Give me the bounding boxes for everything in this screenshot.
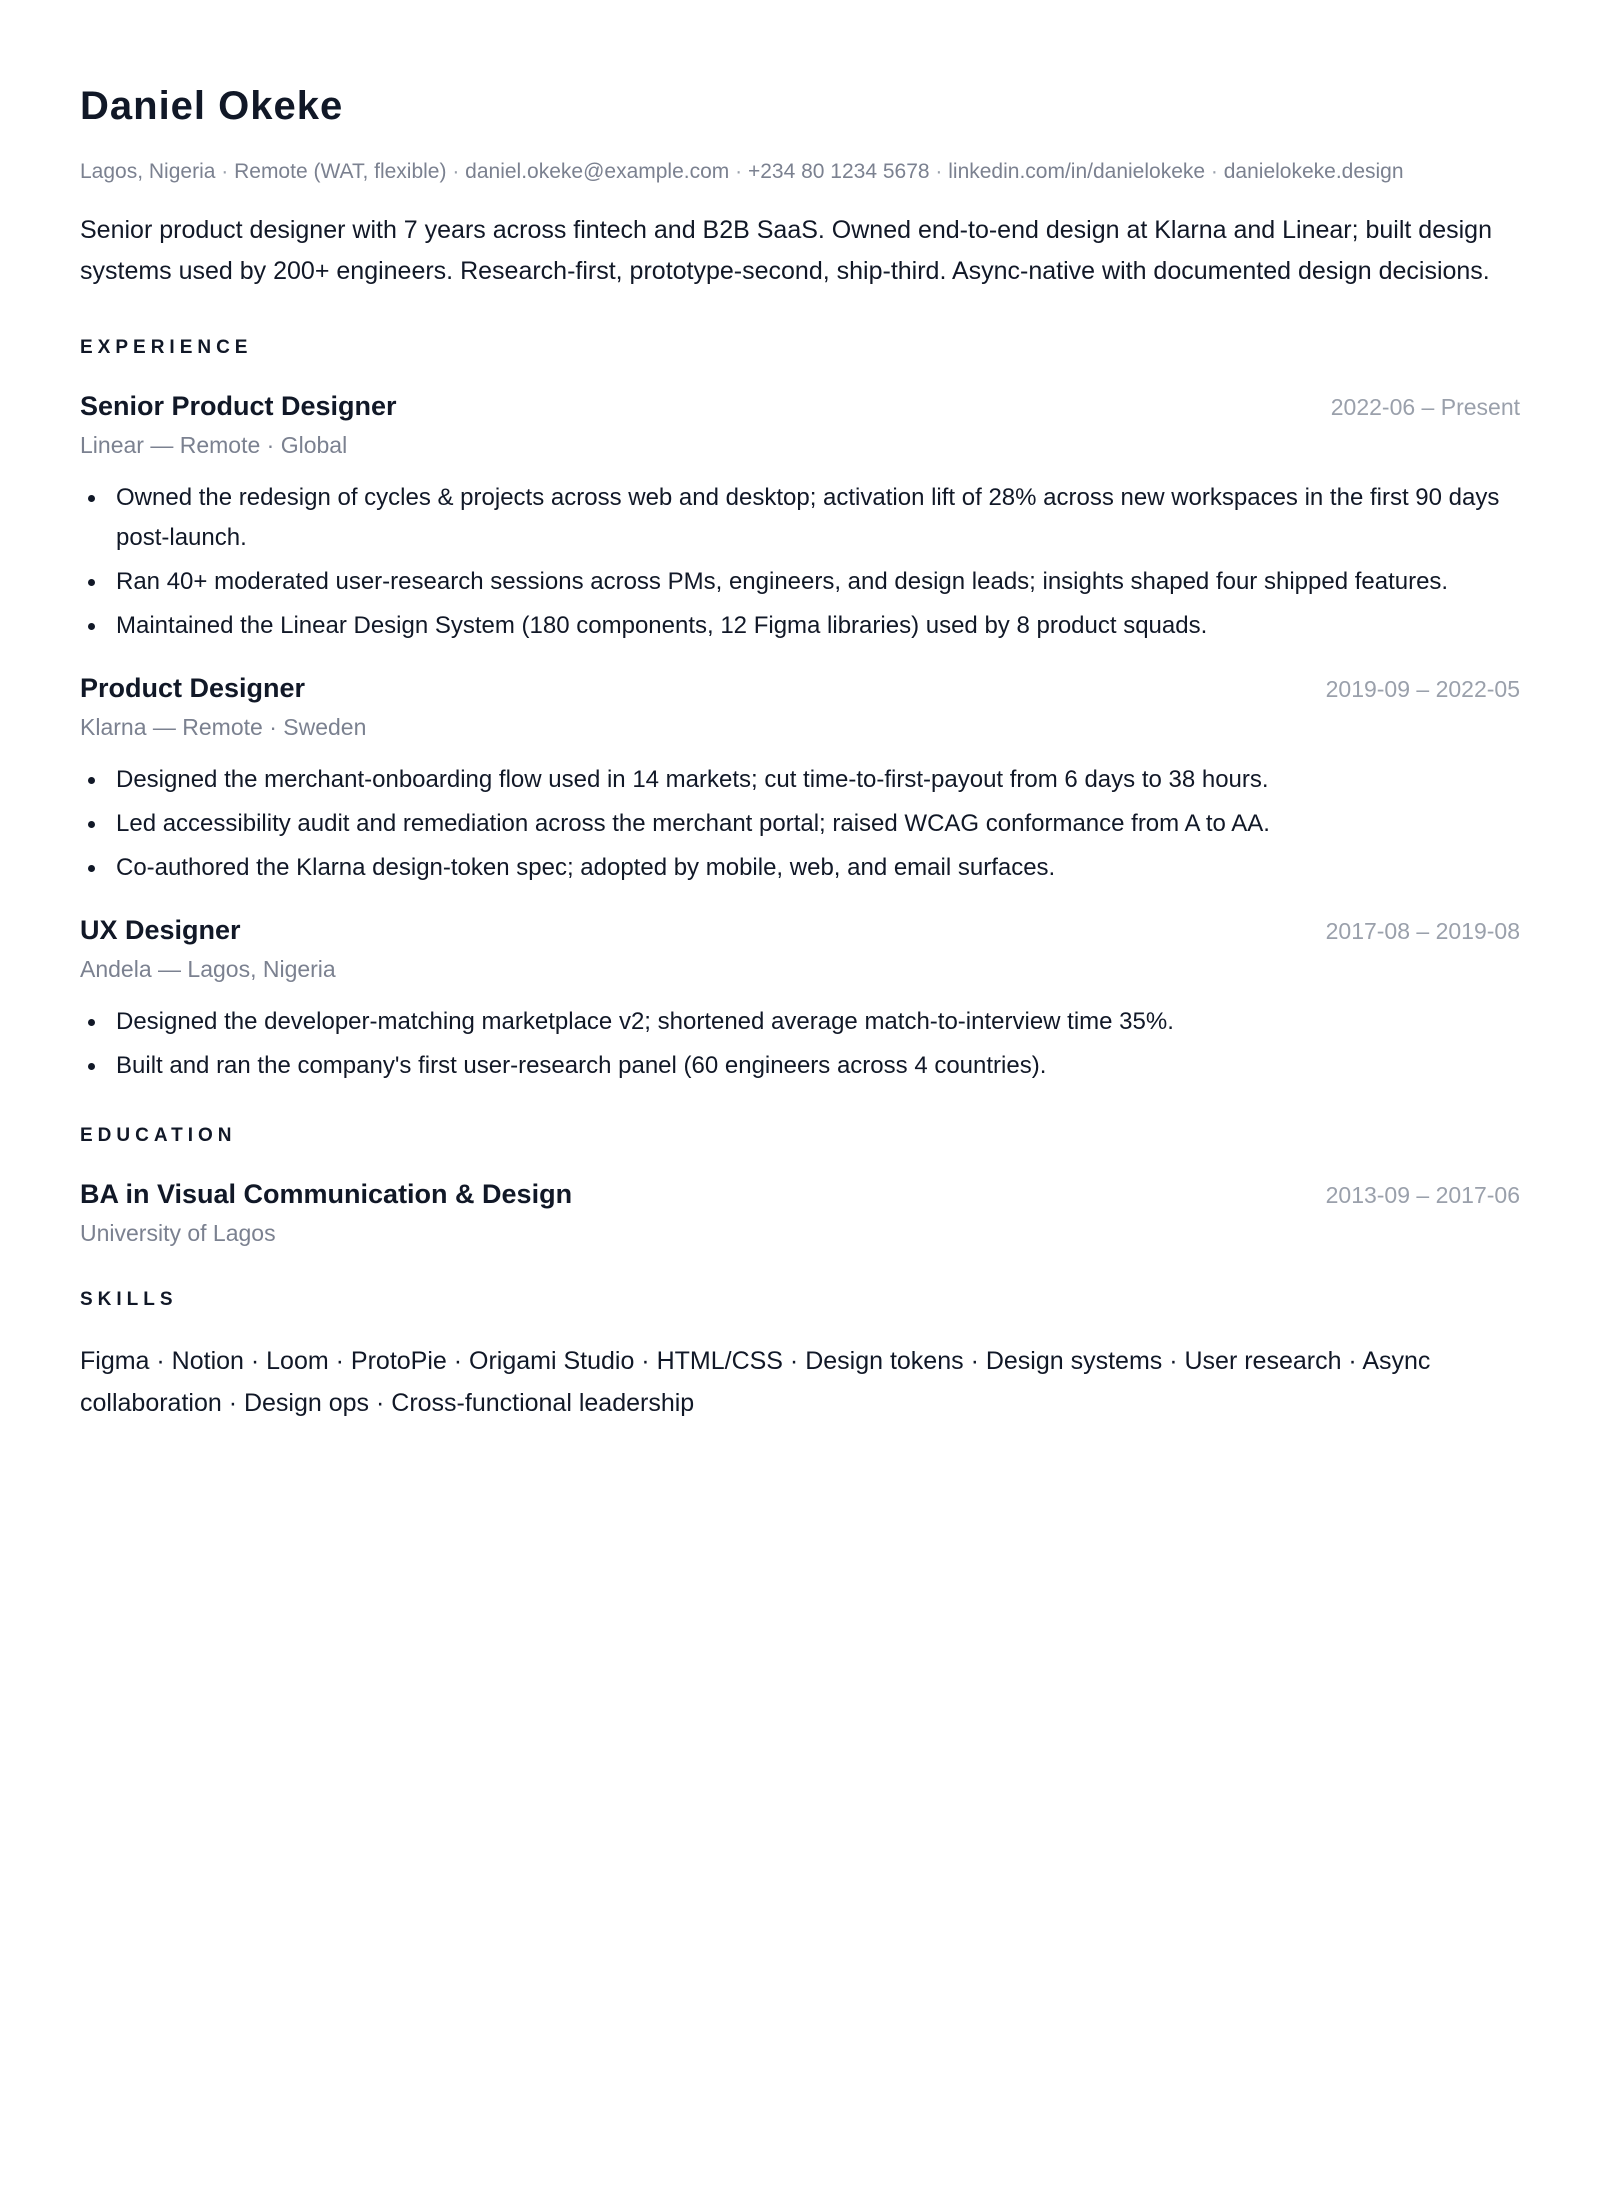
- contact-website-link[interactable]: danielokeke.design: [1223, 160, 1404, 183]
- skills-list: Figma · Notion · Loom · ProtoPie · Origami Studio · HTML/CSS · Design tokens · Design systems · User research · Async collaboration · Design ops · Cross-functional leadership: [80, 1347, 1431, 1417]
- entry-header: [80, 912, 1520, 948]
- job-company: Linear — Remote · Global: [80, 432, 348, 458]
- bullet-item: Owned the redesign of cycles & projects across web and desktop; activation lift of 28% across new workspaces in the first 90 days post-launch.: [80, 478, 1520, 558]
- entry-header: [80, 670, 1520, 706]
- bullet-item: Designed the merchant-onboarding flow used in 14 markets; cut time-to-first-payout from 6 days to 38 hours.: [80, 760, 1520, 800]
- experience-entry: [80, 670, 1520, 888]
- summary-paragraph: Senior product designer with 7 years across fintech and B2B SaaS. Owned end-to-end design at Klarna and Linear; built design systems used by 200+ engineers. Research-first, prototype-second, ship-third. Async-native with documented design decisions.: [80, 216, 1492, 285]
- job-bullets: [80, 760, 1520, 888]
- education-dates: 2013-09 – 2017-06: [1325, 1182, 1520, 1208]
- bullet-item: Maintained the Linear Design System (180 components, 12 Figma libraries) used by 8 product squads.: [80, 606, 1520, 646]
- job-bullets: [80, 478, 1520, 646]
- job-title: Product Designer: [80, 673, 306, 703]
- candidate-name: Daniel Okeke: [80, 84, 344, 128]
- bullet-item: Led accessibility audit and remediation across the merchant portal; raised WCAG conformance from A to AA.: [80, 804, 1520, 844]
- entry-header: [80, 388, 1520, 424]
- job-company: Andela — Lagos, Nigeria: [80, 956, 336, 982]
- contact-separator: ·: [215, 160, 235, 183]
- entry-header: [80, 1176, 1520, 1212]
- bullet-item: Built and ran the company's first user-research panel (60 engineers across 4 countries).: [80, 1046, 1520, 1086]
- contact-separator: ·: [929, 160, 949, 183]
- job-dates: 2017-08 – 2019-08: [1325, 918, 1520, 944]
- school-name: University of Lagos: [80, 1220, 276, 1246]
- bullet-item: Ran 40+ moderated user-research sessions across PMs, engineers, and design leads; insights shaped four shipped features.: [80, 562, 1520, 602]
- contact-timezone: Remote (WAT, flexible): [234, 160, 447, 183]
- bullet-item: Co-authored the Klarna design-token spec; adopted by mobile, web, and email surfaces.: [80, 848, 1520, 888]
- job-dates: 2022-06 – Present: [1330, 394, 1520, 420]
- bullet-item: Designed the developer-matching marketplace v2; shortened average match-to-interview time 35%.: [80, 1002, 1520, 1042]
- contact-separator: ·: [446, 160, 466, 183]
- contact-linkedin-link[interactable]: linkedin.com/in/danielokeke: [948, 160, 1206, 183]
- contact-separator: ·: [1205, 160, 1224, 183]
- education-heading: EDUCATION: [80, 1125, 237, 1146]
- job-dates: 2019-09 – 2022-05: [1325, 676, 1520, 702]
- contact-line: [80, 158, 1520, 186]
- experience-entry: [80, 912, 1520, 1086]
- experience-heading: EXPERIENCE: [80, 337, 253, 358]
- contact-email-link[interactable]: daniel.okeke@example.com: [465, 160, 730, 183]
- job-title: Senior Product Designer: [80, 391, 397, 421]
- skills-heading: SKILLS: [80, 1289, 178, 1310]
- experience-entry: [80, 388, 1520, 646]
- job-title: UX Designer: [80, 915, 241, 945]
- degree-title: BA in Visual Communication & Design: [80, 1179, 573, 1209]
- education-entry: [80, 1176, 1520, 1248]
- job-bullets: [80, 1002, 1520, 1086]
- contact-separator: ·: [729, 160, 748, 183]
- contact-phone[interactable]: +234 80 1234 5678: [747, 160, 930, 183]
- job-company: Klarna — Remote · Sweden: [80, 714, 367, 740]
- contact-location: Lagos, Nigeria: [80, 160, 216, 183]
